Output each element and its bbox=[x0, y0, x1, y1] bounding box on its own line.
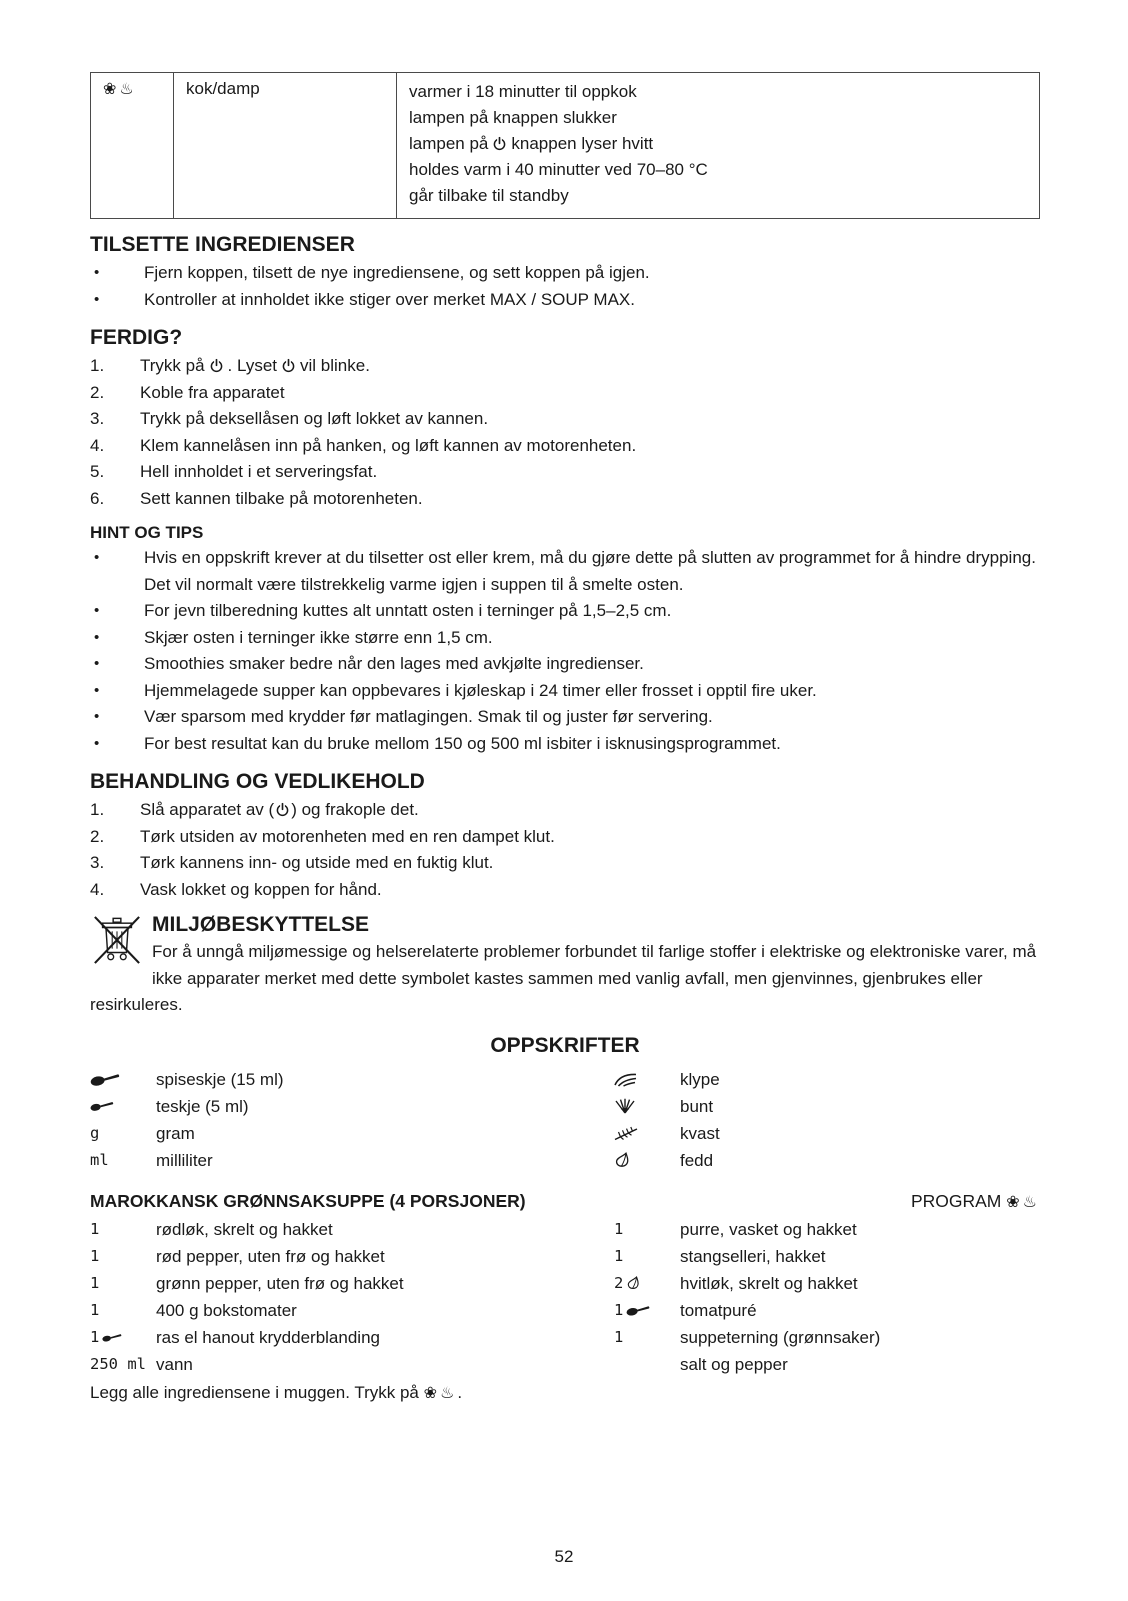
bullet-text: Fjern koppen, tilsett de nye ingrediensene, og sett koppen på igjen. bbox=[144, 263, 650, 282]
item-text: Hell innholdet i et serveringsfat. bbox=[140, 462, 378, 481]
environment-text: For å unngå miljømessige og helserelaterte problemer forbundet til farlige stoffer i elektriske og elektroniske varer, må ikke apparater merket med dette symbolet kastes sammen med vanlig avfall, men gjenvinnes, gjenbrukes eller resirkuleres. bbox=[90, 942, 1037, 1014]
steam-icon: ♨ bbox=[1022, 1193, 1040, 1211]
text-segment: . bbox=[457, 1382, 463, 1402]
ingredient-text: 400 g bokstomater bbox=[156, 1300, 297, 1320]
tablespoon-icon bbox=[625, 1302, 651, 1318]
legend-item bbox=[90, 1066, 614, 1093]
item-number: 2. bbox=[90, 382, 105, 402]
garlic-clove-icon bbox=[614, 1152, 680, 1168]
bullet-item bbox=[90, 678, 1040, 705]
qty-value: 1 bbox=[90, 1246, 100, 1265]
milliliter-symbol: ml bbox=[90, 1150, 109, 1169]
program-step: går tilbake til standby bbox=[409, 186, 569, 205]
bullet-item bbox=[90, 625, 1040, 652]
flower-icon: ❀ bbox=[1006, 1193, 1023, 1211]
section-title-add-ingredients: TILSETTE INGREDIENSER bbox=[90, 233, 355, 256]
legend-item bbox=[90, 1147, 614, 1174]
ingredient-row bbox=[90, 1351, 614, 1378]
item-number: 2. bbox=[90, 826, 105, 846]
qty-value: 1 bbox=[90, 1300, 100, 1319]
qty-value: 1 bbox=[614, 1327, 624, 1346]
ingredient-text: suppeterning (grønnsaker) bbox=[680, 1327, 881, 1347]
numbered-item bbox=[90, 850, 1040, 877]
legend-label: spiseskje (15 ml) bbox=[156, 1069, 284, 1089]
section-title-environment: MILJØBESKYTTELSE bbox=[152, 913, 370, 936]
pinch-icon bbox=[614, 1071, 680, 1087]
steam-icon: ♨ bbox=[440, 1384, 458, 1402]
program-label: PROGRAM bbox=[910, 1190, 1002, 1211]
ingredient-text: grønn pepper, uten frø og hakket bbox=[156, 1273, 404, 1293]
environment-section bbox=[90, 913, 1040, 1019]
qty-value: 1 bbox=[90, 1327, 100, 1346]
ingredient-text: vann bbox=[156, 1354, 193, 1374]
ingredient-text: hvitløk, skrelt og hakket bbox=[680, 1273, 858, 1293]
ingredient-row bbox=[90, 1216, 614, 1243]
program-description-cell bbox=[397, 73, 1040, 219]
bullet-item bbox=[90, 651, 1040, 678]
bullet-text: Kontroller at innholdet ikke stiger over merket MAX / SOUP MAX. bbox=[144, 289, 635, 309]
bullet-text: For jevn tilberedning kuttes alt unntatt osten i terninger på 1,5–2,5 cm. bbox=[144, 601, 672, 620]
text-segment: vil blinke. bbox=[300, 356, 370, 375]
qty-value: 1 bbox=[90, 1273, 100, 1292]
qty-value: 1 bbox=[614, 1300, 624, 1319]
sprig-icon bbox=[614, 1126, 680, 1141]
ingredient-list bbox=[90, 1216, 1040, 1378]
bullet-marker: • bbox=[94, 549, 100, 566]
recipe-program bbox=[911, 1188, 1040, 1216]
bullet-marker: • bbox=[94, 290, 100, 308]
page-number: 52 bbox=[554, 1547, 574, 1566]
legend-item bbox=[90, 1093, 614, 1120]
ingredient-qty bbox=[90, 1216, 156, 1243]
bullet-text: Skjær osten i terninger ikke større enn 1,5 cm. bbox=[144, 627, 493, 647]
bullet-marker: • bbox=[94, 602, 100, 619]
teaspoon-icon bbox=[102, 1331, 123, 1344]
ingredients-right-column bbox=[614, 1216, 1040, 1378]
bullet-text: Hjemmelagede supper kan oppbevares i kjøleskap i 24 timer eller frosset i opptil fire uker. bbox=[144, 680, 817, 700]
legend-item bbox=[90, 1120, 614, 1147]
item-number: 6. bbox=[90, 488, 105, 508]
program-icons bbox=[1006, 1194, 1040, 1211]
legend-left-column bbox=[90, 1066, 614, 1174]
program-icons bbox=[424, 1385, 458, 1402]
bullet-marker: • bbox=[94, 628, 100, 646]
text-segment: . Lyset bbox=[227, 356, 277, 375]
ingredient-text: tomatpuré bbox=[680, 1300, 757, 1320]
bullet-text: Smoothies smaker bedre når den lages med avkjølte ingredienser. bbox=[144, 654, 644, 673]
ingredient-qty bbox=[90, 1270, 156, 1297]
numbered-item bbox=[90, 433, 1040, 460]
program-step: varmer i 18 minutter til oppkok bbox=[409, 82, 637, 101]
bullet-marker: • bbox=[94, 264, 100, 281]
item-number: 4. bbox=[90, 879, 105, 899]
legend-label: bunt bbox=[680, 1096, 714, 1116]
bullet-marker: • bbox=[94, 681, 100, 699]
item-number: 1. bbox=[90, 800, 105, 819]
numbered-item bbox=[90, 353, 1040, 380]
qty-value: 1 bbox=[614, 1219, 624, 1238]
text-segment: Legg alle ingrediensene i muggen. Trykk på bbox=[90, 1382, 419, 1402]
ingredient-qty bbox=[614, 1243, 680, 1270]
program-step: holdes varm i 40 minutter ved 70–80 °C bbox=[409, 160, 708, 179]
item-text: Vask lokket og koppen for hånd. bbox=[140, 879, 382, 899]
qty-value: 2 bbox=[614, 1273, 624, 1292]
ingredient-text: ras el hanout krydderblanding bbox=[156, 1327, 380, 1347]
ingredient-qty bbox=[90, 1297, 156, 1324]
item-text: Sett kannen tilbake på motorenheten. bbox=[140, 488, 423, 508]
item-text: Klem kannelåsen inn på hanken, og løft kannen av motorenheten. bbox=[140, 435, 637, 455]
legend-item bbox=[614, 1120, 1040, 1147]
ingredient-row bbox=[90, 1270, 614, 1297]
bullet-text: Vær sparsom med krydder før matlagingen. Smak til og juster før servering. bbox=[144, 707, 713, 726]
ingredient-text: salt og pepper bbox=[680, 1354, 788, 1374]
legend-item bbox=[614, 1093, 1040, 1120]
gram-symbol: g bbox=[90, 1123, 100, 1142]
bullet-marker: • bbox=[94, 655, 100, 672]
table-row bbox=[91, 73, 1040, 219]
bullet-text: For best resultat kan du bruke mellom 150 og 500 ml isbiter i isknusingsprogrammet. bbox=[144, 733, 781, 753]
text-segment: knappen lyser hvitt bbox=[511, 134, 654, 153]
ingredient-text: rødløk, skrelt og hakket bbox=[156, 1219, 333, 1239]
ingredient-row bbox=[614, 1270, 1040, 1297]
item-number: 3. bbox=[90, 409, 105, 428]
item-text: Tørk utsiden av motorenheten med en ren dampet klut. bbox=[140, 826, 555, 846]
garlic-clove-icon bbox=[626, 1276, 641, 1290]
legend-label: gram bbox=[156, 1123, 195, 1143]
program-table bbox=[90, 72, 1040, 219]
ingredient-row bbox=[614, 1324, 1040, 1351]
legend-label: fedd bbox=[680, 1150, 714, 1170]
text-segment: Trykk på bbox=[140, 356, 205, 375]
program-step: lampen på knappen slukker bbox=[409, 108, 617, 127]
section-title-recipes: OPPSKRIFTER bbox=[490, 1033, 640, 1057]
qty-value: 1 bbox=[614, 1246, 624, 1265]
item-text: Koble fra apparatet bbox=[140, 382, 285, 402]
recipe-header bbox=[90, 1188, 1040, 1216]
ingredient-row bbox=[614, 1216, 1040, 1243]
legend-label: kvast bbox=[680, 1123, 720, 1143]
bullet-item bbox=[90, 260, 1040, 287]
section-title-hints: HINT OG TIPS bbox=[90, 523, 204, 542]
bullet-marker: • bbox=[94, 734, 100, 752]
teaspoon-icon bbox=[90, 1101, 156, 1111]
item-number: 3. bbox=[90, 853, 105, 872]
legend-right-column bbox=[614, 1066, 1040, 1174]
ingredient-text: rød pepper, uten frø og hakket bbox=[156, 1246, 385, 1266]
bullet-item bbox=[90, 731, 1040, 758]
numbered-item bbox=[90, 486, 1040, 513]
power-icon bbox=[281, 358, 296, 373]
ingredient-row bbox=[90, 1243, 614, 1270]
ingredient-row bbox=[90, 1324, 614, 1351]
ingredient-row bbox=[614, 1243, 1040, 1270]
program-name: kok/damp bbox=[186, 79, 260, 98]
item-number: 1. bbox=[90, 356, 105, 375]
tablespoon-icon bbox=[90, 1073, 156, 1086]
item-text: Trykk på deksellåsen og løft lokket av kannen. bbox=[140, 409, 489, 428]
ingredient-qty bbox=[614, 1351, 680, 1378]
item-text bbox=[140, 797, 1040, 824]
recipe-title: MAROKKANSK GRØNNSAKSUPPE (4 PORSJONER) bbox=[90, 1190, 526, 1211]
ingredient-qty bbox=[90, 1351, 156, 1378]
item-number: 5. bbox=[90, 462, 105, 481]
power-icon bbox=[275, 802, 290, 817]
numbered-item bbox=[90, 380, 1040, 407]
bunch-icon bbox=[614, 1098, 680, 1114]
ingredient-row bbox=[614, 1351, 1040, 1378]
legend-label: milliliter bbox=[156, 1150, 213, 1170]
numbered-item bbox=[90, 824, 1040, 851]
ingredient-qty bbox=[90, 1243, 156, 1270]
item-number: 4. bbox=[90, 435, 105, 455]
bullet-item bbox=[90, 287, 1040, 314]
numbered-item bbox=[90, 797, 1040, 824]
ingredient-row bbox=[90, 1297, 614, 1324]
text-segment: Slå apparatet av ( bbox=[140, 800, 275, 819]
program-step bbox=[409, 131, 1027, 157]
numbered-item bbox=[90, 406, 1040, 433]
ingredient-row bbox=[614, 1297, 1040, 1324]
ingredient-text: stangselleri, hakket bbox=[680, 1246, 826, 1266]
legend-item bbox=[614, 1066, 1040, 1093]
program-icons bbox=[103, 81, 137, 98]
ingredient-qty bbox=[90, 1324, 156, 1351]
legend-label: teskje (5 ml) bbox=[156, 1096, 249, 1116]
recipe-instruction bbox=[90, 1379, 1040, 1407]
ingredient-qty bbox=[614, 1297, 680, 1324]
section-title-care: BEHANDLING OG VEDLIKEHOLD bbox=[90, 770, 425, 793]
text-segment: ) og frakople det. bbox=[291, 800, 419, 819]
bullet-text: Hvis en oppskrift krever at du tilsetter ost eller krem, må du gjøre dette på slutten av programmet for å hindre drypping. Det vil normalt være tilstrekkelig varme igjen i suppen til å smelte osten. bbox=[144, 548, 1036, 594]
qty-value: 1 bbox=[90, 1219, 100, 1238]
program-icon-cell bbox=[91, 73, 174, 219]
bullet-item bbox=[90, 598, 1040, 625]
bullet-item bbox=[90, 545, 1040, 598]
ingredient-text: purre, vasket og hakket bbox=[680, 1219, 857, 1239]
legend-item bbox=[614, 1147, 1040, 1174]
text-segment: lampen på bbox=[409, 134, 489, 153]
steam-icon: ♨ bbox=[119, 81, 137, 98]
numbered-item bbox=[90, 877, 1040, 904]
legend-label: klype bbox=[680, 1069, 720, 1089]
item-text bbox=[140, 353, 1040, 380]
legend bbox=[90, 1066, 1040, 1174]
power-icon bbox=[492, 136, 507, 151]
section-title-finished: FERDIG? bbox=[90, 326, 183, 349]
ingredient-qty bbox=[614, 1324, 680, 1351]
flower-icon: ❀ bbox=[423, 1384, 441, 1402]
weee-crossed-bin-icon bbox=[92, 913, 142, 967]
ingredients-left-column bbox=[90, 1216, 614, 1378]
bullet-item bbox=[90, 704, 1040, 731]
ingredient-qty bbox=[614, 1270, 680, 1297]
numbered-item bbox=[90, 459, 1040, 486]
flower-icon: ❀ bbox=[103, 81, 120, 98]
bullet-marker: • bbox=[94, 708, 100, 725]
item-text: Tørk kannens inn- og utside med en fuktig klut. bbox=[140, 853, 494, 872]
program-name-cell bbox=[174, 73, 397, 219]
qty-value: 250 ml bbox=[90, 1354, 146, 1373]
ingredient-qty bbox=[614, 1216, 680, 1243]
power-icon bbox=[209, 358, 224, 373]
